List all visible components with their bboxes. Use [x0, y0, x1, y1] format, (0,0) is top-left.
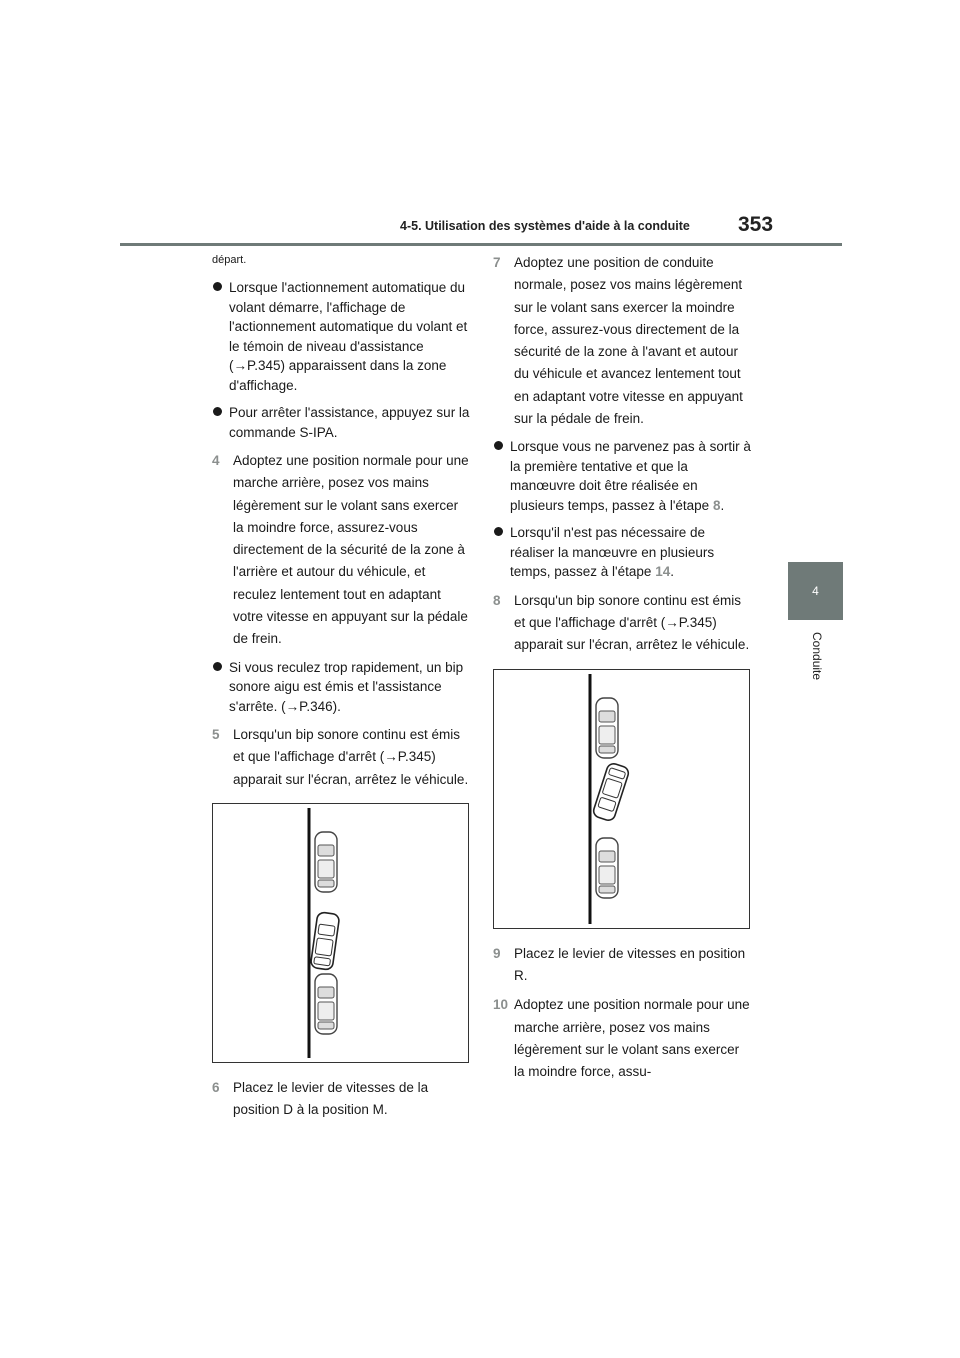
bullet-text: Lorsqu'il n'est pas nécessaire de réaliser la manœuvre en plusieurs temps, passez à l'étape — [510, 525, 715, 580]
bullet-dot-icon — [494, 527, 503, 536]
step-number: 5 — [212, 727, 220, 743]
chapter-label: Conduite — [810, 632, 824, 681]
parking-diagram-forward — [494, 670, 749, 928]
parked-car-icon — [596, 698, 618, 758]
continuation-text: départ. — [212, 254, 247, 266]
step-5 — [212, 724, 472, 791]
parking-illustration-2 — [493, 669, 750, 929]
step-9 — [493, 943, 753, 988]
bullet-text: Pour arrêter l'assistance, appuyez sur la commande S-IPA. — [229, 405, 470, 440]
page-number: 353 — [738, 213, 774, 236]
bullet-text: Lorsque vous ne parvenez pas à sortir à la première tentative et que la manœuvre doit être réalisée en plusieurs temps, passez à l'étape — [510, 439, 751, 513]
step-number: 8 — [493, 592, 501, 608]
bullet-item — [212, 278, 472, 395]
step-4 — [212, 450, 472, 651]
step-number: 6 — [212, 1080, 220, 1096]
bullet-dot-icon — [213, 282, 222, 291]
chapter-tab[interactable] — [788, 562, 843, 620]
step-text: Placez le levier de vitesses de la position D à la position M. — [233, 1080, 429, 1118]
step-text: Adoptez une position normale pour une marche arrière, posez vos mains légèrement sur le volant sans exercer la moindre force, assurez-vous directement de la sécurité de la zone à l'arrière et autour du véhicule, et reculez lentement tout en adaptant votre vitesse en appuyant sur la pédale de frein. — [233, 453, 469, 647]
step-number: 4 — [212, 453, 220, 468]
header-rule — [120, 243, 842, 246]
parking-diagram-reverse — [213, 804, 468, 1062]
step-number: 7 — [493, 255, 501, 270]
step-10 — [493, 994, 753, 1083]
bullet-dot-icon — [494, 441, 503, 450]
step-number: 10 — [493, 997, 509, 1013]
bullet-item — [212, 403, 472, 442]
bullet-dot-icon — [213, 662, 222, 671]
step-6 — [212, 1077, 472, 1122]
bullet-dot-icon — [213, 407, 222, 416]
bullet-item — [212, 658, 472, 717]
bullet-end: . — [720, 497, 725, 513]
step-text: Lorsqu'un bip sonore continu est émis et que l'affichage d'arrêt (→P.345) apparait sur l'écran, arrêtez le véhicule. — [233, 727, 469, 787]
left-column — [212, 252, 472, 1129]
bullet-item — [493, 523, 753, 582]
bullet-end: . — [670, 564, 674, 580]
step-number: 9 — [493, 945, 501, 961]
step-7 — [493, 252, 753, 430]
right-column — [493, 252, 753, 1091]
parked-car-icon — [315, 974, 337, 1034]
bullet-text: Si vous reculez trop rapidement, un bip sonore aigu est émis et l'assistance s'arrête. (→P.346). — [229, 659, 464, 714]
step-reference[interactable]: 14 — [655, 564, 671, 580]
step-reference[interactable]: 8 — [712, 497, 721, 513]
step-text: Placez le levier de vitesses en position R. — [514, 945, 746, 984]
bullet-item — [493, 437, 753, 515]
parking-illustration-1 — [212, 803, 469, 1063]
parked-car-icon — [596, 838, 618, 898]
section-title: 4-5. Utilisation des systèmes d'aide à la conduite — [400, 219, 690, 233]
bullet-text: Lorsque l'actionnement automatique du volant démarre, l'affichage de l'actionnement automatique du volant et le témoin de niveau d'assistance (→P.345) apparaissent dans la zone d'affichage. — [229, 280, 468, 393]
step-8 — [493, 590, 753, 657]
chapter-number: 4 — [812, 584, 819, 598]
moving-car-icon — [310, 912, 340, 971]
moving-car-icon — [592, 762, 630, 822]
step-text: Lorsqu'un bip sonore continu est émis et que l'affichage d'arrêt (→P.345) apparait sur l'écran, arrêtez le véhicule. — [514, 592, 750, 653]
parked-car-icon — [315, 832, 337, 892]
step-text: Adoptez une position de conduite normale, posez vos mains légèrement sur le volant sans exercer la moindre force, assurez-vous directement de la sécurité de la zone à l'avant et autour du véhicule et avancez lentement tout en adaptant votre vitesse en appuyant sur la pédale de frein. — [514, 255, 743, 427]
step-text: Adoptez une position normale pour une marche arrière, posez vos mains légèrement sur le volant sans exercer la moindre force, assu- — [514, 997, 750, 1080]
